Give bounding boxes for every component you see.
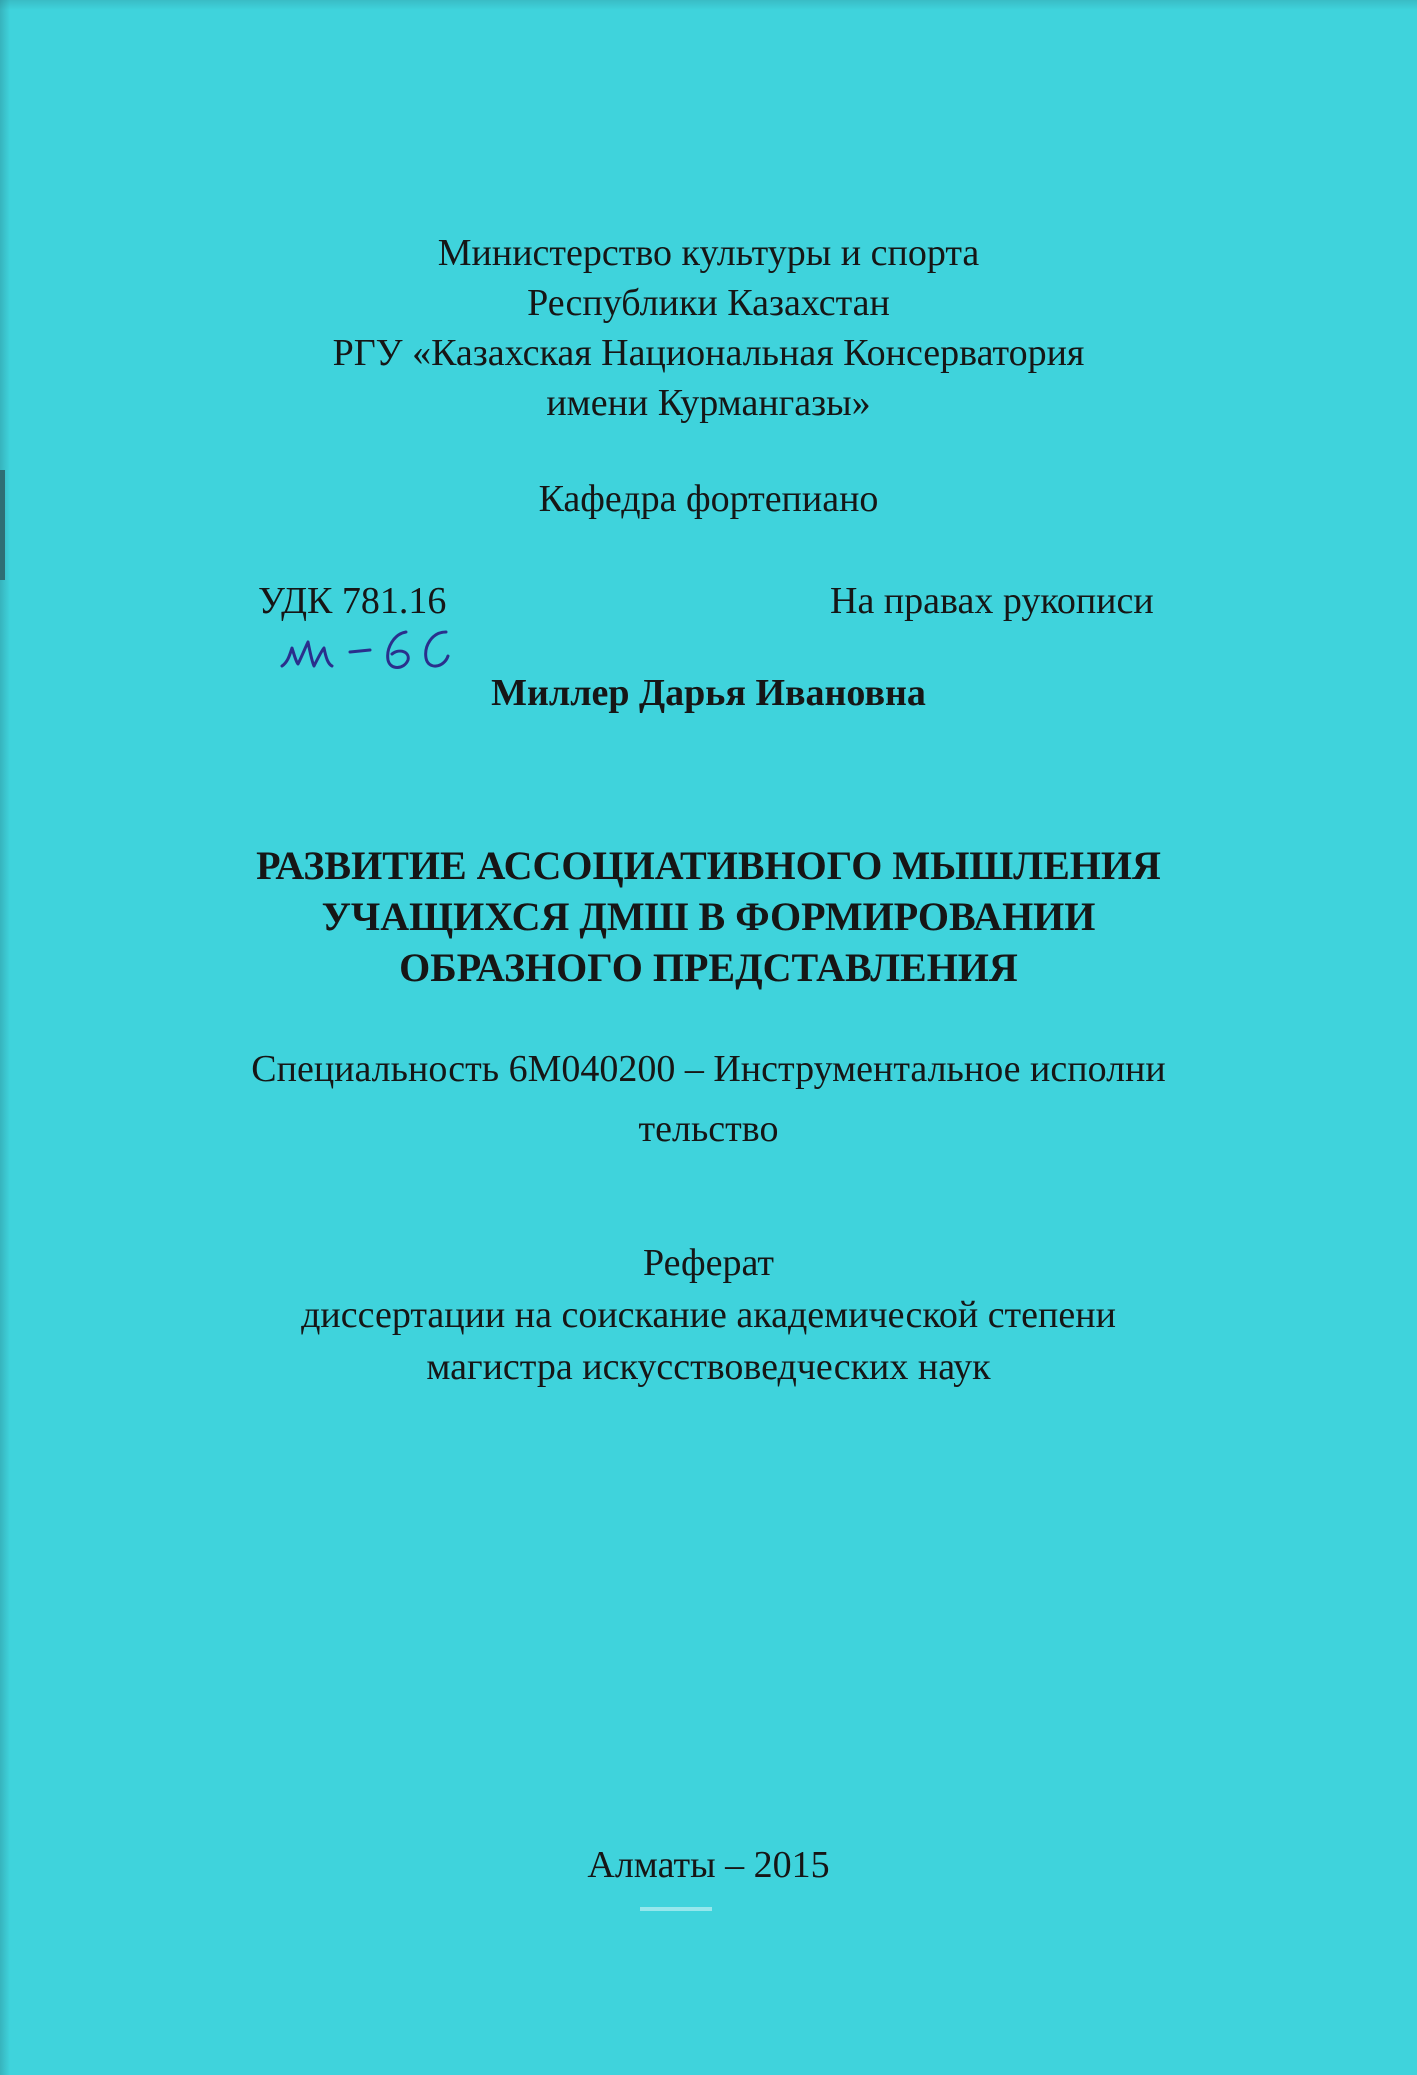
scan-edge-top — [0, 0, 1417, 10]
ministry-line-1: Министерство культуры и спорта — [437, 232, 980, 274]
city-year: Алматы – 2015 — [587, 1844, 830, 1886]
abstract-line-2: диссертации на соискание академической степени — [301, 1294, 1116, 1336]
handwritten-catalog-mark — [278, 618, 458, 678]
abstract-heading: Реферат — [643, 1242, 774, 1284]
thesis-title-line-3: ОБРАЗНОГО ПРЕДСТАВЛЕНИЯ — [399, 945, 1018, 990]
abstract-line-3: магистра искусствоведческих наук — [426, 1346, 991, 1388]
udk-code: УДК 781.16 — [258, 580, 447, 622]
author-name: Миллер Дарья Ивановна — [491, 672, 926, 714]
scan-artifact — [640, 1907, 712, 1911]
manuscript-rights: На правах рукописи — [830, 580, 1154, 622]
specialty-line-1: Специальность 6М040200 – Инструментальное исполни — [251, 1048, 1166, 1090]
thesis-title-line-2: УЧАЩИХСЯ ДМШ В ФОРМИРОВАНИИ — [321, 894, 1096, 939]
department-name: Кафедра фортепиано — [538, 478, 879, 520]
institution-line: РГУ «Казахская Национальная Консерватория — [332, 332, 1085, 374]
institution-name-line: имени Курмангазы» — [546, 382, 871, 424]
ministry-line-2: Республики Казахстан — [527, 282, 890, 324]
thesis-title-line-1: РАЗВИТИЕ АССОЦИАТИВНОГО МЫШЛЕНИЯ — [256, 843, 1161, 888]
specialty-line-2: тельство — [638, 1108, 779, 1150]
